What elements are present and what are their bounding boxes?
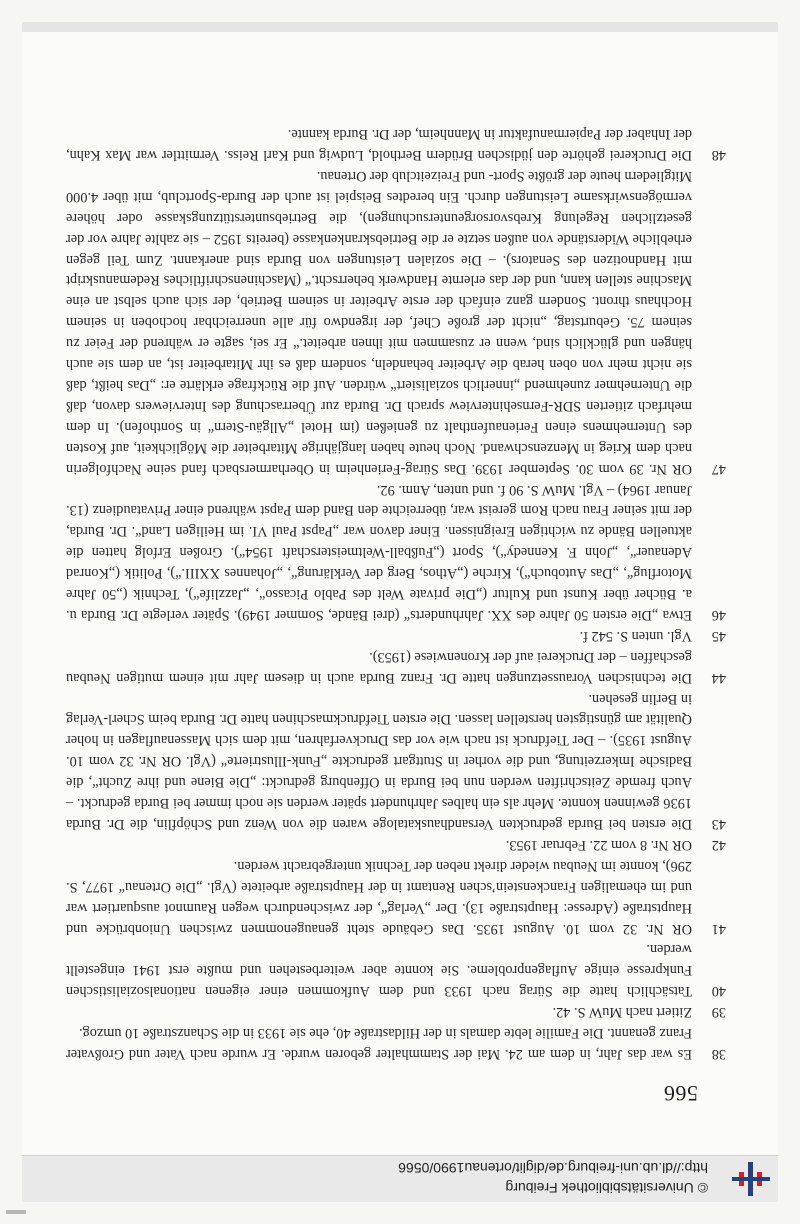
footnote bbox=[66, 1022, 726, 1064]
footnote-number: 40 bbox=[711, 983, 726, 1000]
footnote bbox=[66, 855, 726, 939]
footnote-text: OR Nr. 39 vom 30. September 1939. Das Sürag-Ferienheim in Oberharmersbach fand seine Nachfolgerin nach dem Krieg in Menzenschwand. Noch heute haben langjährige Mitarbeiter die Möglichkeit, auf Kosten des Unternehmens einen Ferienaufenthalt zu genießen (im Hotel „Allgäu-Stern“ in Sonthofen). In dem mehrfach zitierten SDR-Fernsehinterview sprach Dr. Burda zur Überraschung des Interviewers davon, daß die Unternehmer zunehmend „innerlich sozialisiert“ würden. Auf die Rückfrage erklärte er: „Das heißt, daß sie nicht mehr von oben herab die Arbeiter behandeln, sondern daß es ihr Mitarbeiter ist, an dem sie auch hängen und glücklich sind, wenn er zusammen mit ihnen arbeitet.“ Er sei, sagte er während der Feier zu seinem 75. Geburtstag, „nicht der große Chef, der irgendwo für alle unerreichbar hochoben in seinem Hochhaus thront. Sondern ganz einfach der erste Arbeiter in seinem Betrieb, der sich auch selbst an eine Maschine stellen kann, und der das erlernte Handwerk beherrscht.“ (Maschinenschriftliches Redemanuskript mit Handnotizen des Senators). – Die sozialen Leistungen von Burda sind anerkannt. Zum Teil gegen erhebliche Widerstände von außen setzte er die Betriebskrankenkasse (bereits 1952 – sie zahlte Jahre vor der gesetzlichen Regelung Krebsvorsorgeuntersuchungen), die Betriebsunterstützungskasse oder höhere vermögenswirksame Leistungen durch. Ein beredtes Beispiel ist auch der Burda-Sportclub, mit über 4.000 Mitgliedern heute der größte Sport- und Freizeitclub der Ortenau. bbox=[66, 167, 692, 477]
footnote-number: 38 bbox=[711, 1046, 726, 1062]
footnote bbox=[66, 123, 726, 165]
university-library-logo-icon bbox=[728, 1160, 774, 1198]
footnote-text: Die Druckerei gehörte den jüdischen Brüdern Berthold, Ludwig und Karl Reiss. Vermittler war Max Kahn, der Inhaber der Papiermanufaktur in Mannheim, der Dr. Burda kannte. bbox=[66, 126, 692, 164]
footnote-number: 45 bbox=[711, 627, 726, 644]
page-bottom-strip bbox=[22, 22, 778, 32]
page-number: 566 bbox=[663, 1081, 698, 1106]
footnote bbox=[66, 939, 726, 1002]
footnote bbox=[66, 646, 726, 688]
footnote bbox=[66, 688, 726, 834]
scanned-page bbox=[22, 22, 778, 1202]
footnote-number: 42 bbox=[711, 836, 726, 853]
footnote-text: OR Nr. 32 vom 10. August 1935. Das Gebäude steht genaugenommen zwischen Unionbrücke und Hauptstraße (Adresse: Hauptstraße 13). Der „Verlag“, der zwischendurch wegen Raumnot ausquartiert war und im ehemaligen Franckenstein’schen Rentamt in der Hauptstraße arbeitete (Vgl. „Die Ortenau“ 1977, S. 296), konnte im Neubau wieder direkt neben der Technik untergebracht werden. bbox=[66, 857, 692, 937]
footnote-text: Zitiert nach MuW S. 42. bbox=[552, 1004, 692, 1021]
footnote bbox=[66, 479, 726, 625]
footnote bbox=[66, 1001, 726, 1022]
footnote-number: 46 bbox=[711, 606, 726, 623]
footnote bbox=[66, 165, 726, 479]
page-header bbox=[22, 1155, 778, 1202]
footnote-text: Die technischen Voraussetzungen hatte Dr. Franz Burda auch in diesem Jahr mit einem mutigen Neubau geschaffen – der Druckerei auf der Kronenwiese (1953). bbox=[66, 648, 692, 686]
footnote-text: Vgl. unten S. 542 f. bbox=[579, 627, 692, 644]
footnotes bbox=[66, 123, 726, 1064]
footnote-number: 43 bbox=[711, 816, 726, 833]
footnote-text: OR Nr. 8 vom 22. Februar 1953. bbox=[505, 836, 692, 853]
footnote-text: Es war das Jahr, in dem am 24. Mai der Stammhalter geboren wurde. Er wurde nach Vater und Großvater Franz genannt. Die Familie lebte damals in der Hildastraße 40, ehe sie 1933 in die Schanzstraße 10 umzog. bbox=[66, 1025, 692, 1062]
footnote-text: Etwa „Die ersten 50 Jahre des XX. Jahrhunderts“ (drei Bände, Sommer 1949). Später verlegte Dr. Burda u. a. Bücher über Kunst und Kultur („Die private Welt des Pablo Picasso“, „Jazzlife“), Technik („50 Jahre Motorflug“, „Das Autobuch“), Kirche („Athos, Berg der Verklärung“, „Johannes XXIII.“), Politik („Konrad Adenauer“, „John F. Kennedy“), Sport („Fußball-Weltmeisterschaft 1954“). Großen Erfolg hatten die aktuellen Bände zu wichtigen Ereignissen. Einer davon war „Papst Paul VI. im Heiligen Land“. Dr. Burda, der mit seiner Frau nach Rom gereist war, überreichte den Band dem Papst während einer Privataudienz (13. Januar 1964) – Vgl. MuW S. 90 f. und unten, Anm. 92. bbox=[66, 481, 692, 623]
footnote-text: Die ersten bei Burda gedruckten Versandhauskataloge waren die von Wenz und Schöpflin, die Dr. Burda 1936 gewinnen konnte. Mehr als ein halbes Jahrhundert später werden sie noch immer bei Burda gedruckt. – Auch fremde Zeitschriften werden nun bei Burda in Offenburg gedruckt: „Die Biene und ihre Zucht“, die Badische Imkerzeitung, und die vorher in Stuttgart gedruckte „Funk-Illustrierte“ (Vgl. OR Nr. 32 vom 10. August 1935). – Der Tiefdruck ist nach wie vor das Druckverfahren, mit dem sich Massenauflagen in hoher Qualität am günstigsten herstellen lassen. Die ersten Tiefdruckmaschinen hatte Dr. Burda beim Scherl-Verlag in Berlin gesehen. bbox=[66, 690, 692, 833]
footnote bbox=[66, 834, 726, 855]
footnote-text: Tatsächlich hatte die Sürag nach 1933 und dem Aufkommen einer eigenen nationalsozialistischen Funkpresse einige Auflagenprobleme. Sie konnte aber weiterbestehen und mußte erst 1941 eingestellt werden. bbox=[66, 941, 692, 1000]
footnote-number: 41 bbox=[711, 920, 726, 937]
copyright-notice: © Universitätsbibliothek Freiburg bbox=[505, 1180, 708, 1196]
footnote-number: 47 bbox=[711, 460, 726, 477]
footnote-number: 44 bbox=[711, 669, 726, 686]
source-url[interactable]: http://dl.ub.uni-freiburg.de/diglit/ortenau1990/0566 bbox=[398, 1160, 708, 1176]
footnote-number: 39 bbox=[711, 1004, 726, 1021]
scroll-indicator[interactable] bbox=[6, 1210, 26, 1214]
footnote bbox=[66, 625, 726, 646]
footnote-number: 48 bbox=[711, 147, 726, 164]
